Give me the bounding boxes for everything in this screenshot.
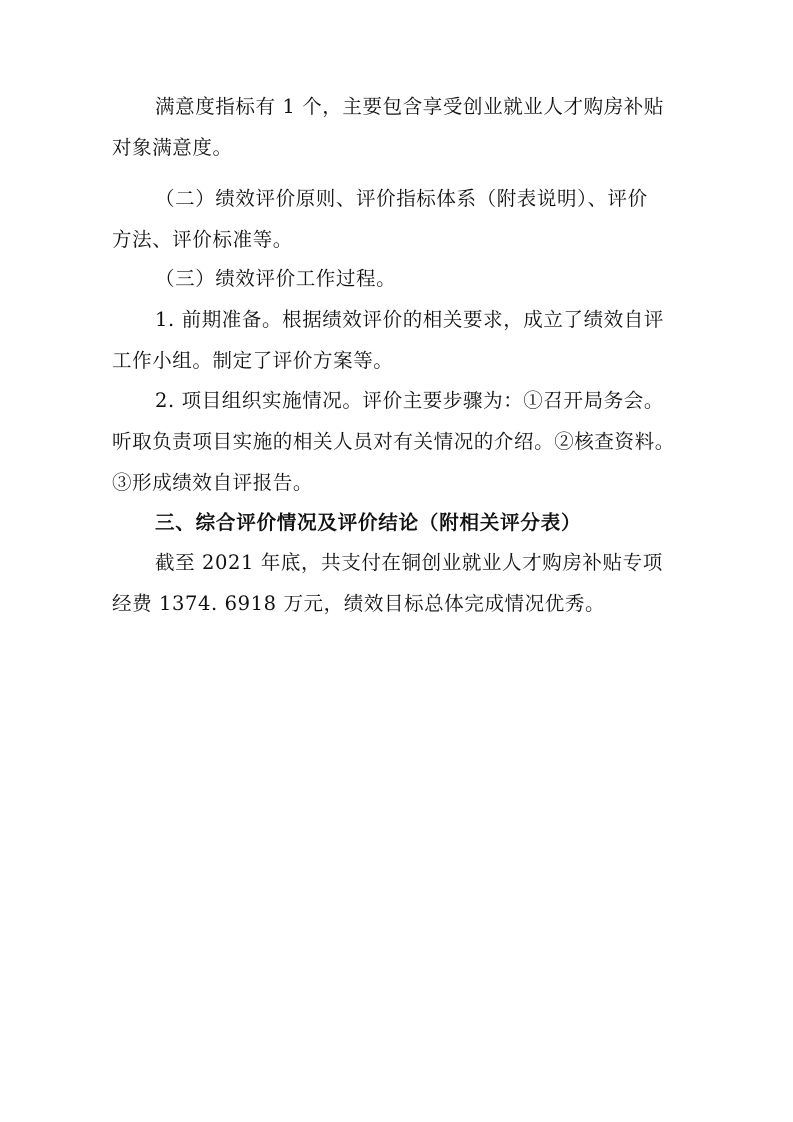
text-line: 截至 2021 年底，共支付在铜创业就业人才购房补贴专项 — [155, 551, 663, 574]
heading-text: 三、综合评价情况及评价结论（附相关评分表） — [155, 511, 582, 534]
text-line: 听取负责项目实施的相关人员对有关情况的介绍。②核查资料。 — [112, 430, 675, 453]
paragraph-section-3 — [112, 258, 682, 299]
text-line: （二）绩效评价原则、评价指标体系（附表说明）、评价 — [155, 187, 648, 210]
text-line: 满意度指标有 1 个，主要包含享受创业就业人才购房补贴 — [155, 95, 665, 118]
text-line: ③形成绩效自评报告。 — [112, 471, 314, 494]
text-line: 方法、评价标准等。 — [112, 228, 293, 251]
text-line: 对象满意度。 — [112, 136, 233, 159]
text-line: 1. 前期准备。根据绩效评价的相关要求，成立了绩效自评 — [155, 308, 665, 331]
text-line: 2. 项目组织实施情况。评价主要步骤为：①召开局务会。 — [155, 389, 665, 412]
paragraph-step-2 — [112, 380, 682, 503]
text-line: 经费 1374. 6918 万元，绩效目标总体完成情况优秀。 — [112, 592, 606, 615]
text-line: 工作小组。制定了评价方案等。 — [112, 349, 394, 372]
paragraph-step-1 — [112, 299, 682, 381]
paragraph-section-2 — [112, 178, 682, 260]
section-heading — [112, 502, 682, 543]
text-line: （三）绩效评价工作过程。 — [155, 267, 397, 290]
paragraph-conclusion — [112, 542, 682, 624]
paragraph-satisfaction — [112, 86, 682, 168]
